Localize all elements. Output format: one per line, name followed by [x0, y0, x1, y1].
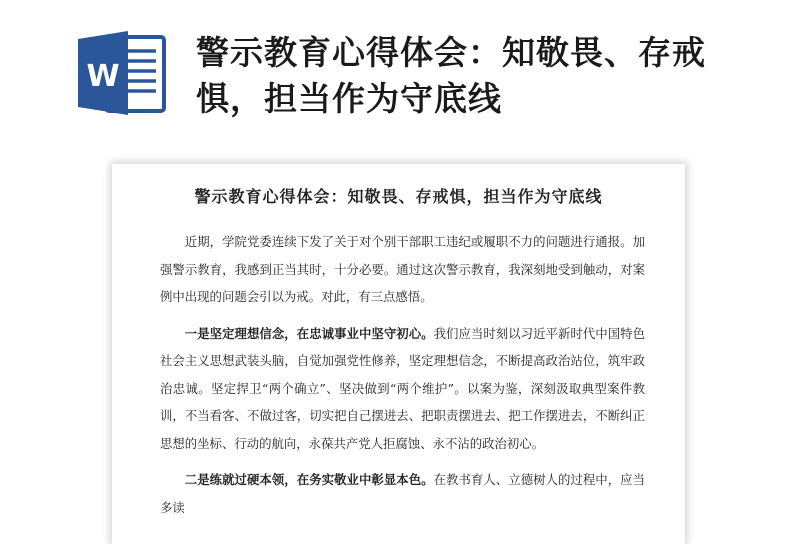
document-page	[112, 164, 685, 544]
paragraph-lead: 二是练就过硬本领，在务实敬业中彰显本色。	[184, 472, 434, 487]
paragraph-text: 在教书育人、立德树人的过程中，应当多读	[160, 472, 646, 515]
paragraph-text: 我们应当时刻以习近平新时代中国特色社会主义思想武装头脑，自觉加强党性修养，坚定理想信念，不断提高政治站位，筑牢政治忠诚。坚定捍卫“两个确立”、坚决做到“两个维护”。以案为鉴，深刻汲取典型案件教训，不当看客、不做过客，切实把自己摆进去、把职责摆进去、把工作摆进去，不断纠正思想的坐标、行动的航向，永葆共产党人拒腐蚀、永不沾的政治初心。	[160, 325, 646, 451]
document-title: 警示教育心得体会：知敬畏、存戒惧，担当作为守底线	[194, 187, 603, 206]
document-body	[160, 228, 645, 521]
paragraph-point-one	[160, 320, 645, 458]
page-title: 警示教育心得体会：知敬畏、存戒惧，担当作为守底线	[196, 33, 706, 118]
paragraph-point-two	[160, 466, 645, 521]
word-icon-letter: W	[86, 59, 120, 94]
paragraph-lead: 一是坚定理想信念，在忠诚事业中坚守初心。	[184, 325, 434, 341]
paragraph-intro	[160, 228, 645, 311]
paragraph-text: 近期，学院党委连续下发了关于对个别干部职工违纪或履职不力的问题进行通报。加强警示教育，我感到正当其时，十分必要。通过这次警示教育，我深刻地受到触动，对案例中出现的问题会引以为戒。对此，有三点感悟。	[160, 234, 645, 304]
word-document-icon	[76, 31, 166, 115]
